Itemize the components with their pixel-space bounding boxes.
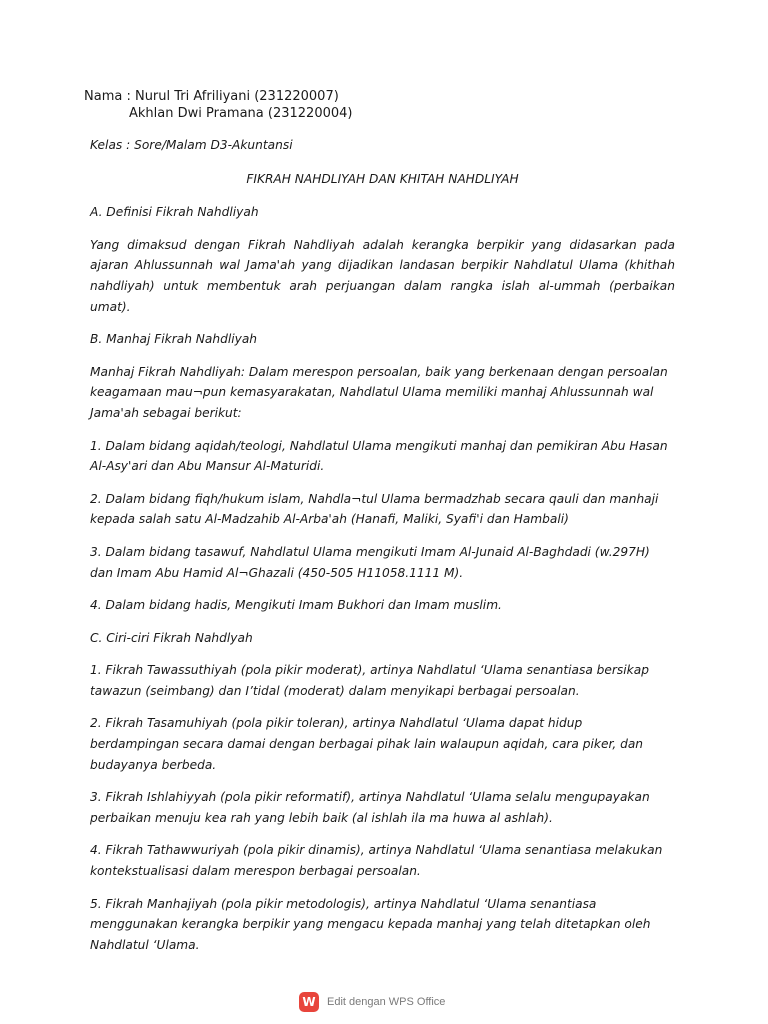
section-b-item-1: 1. Dalam bidang aqidah/teologi, Nahdlatul Ulama mengikuti manhaj dan pemikiran Abu Hasan Al-Asy'ari dan Abu Mansur Al-Maturidi.	[90, 438, 668, 474]
section-c-item-1: 1. Fikrah Tawassuthiyah (pola pikir moderat), artinya Nahdlatul ‘Ulama senantiasa bersikap tawazun (seimbang) dan I’tidal (moderat) dalam menyikapi berbagai persoalan.	[90, 663, 649, 698]
section-c-item-4: 4. Fikrah Tathawwuriyah (pola pikir dinamis), artinya Nahdlatul ‘Ulama senantiasa melakukan kontekstualisasi dalam merespon berbagai persoalan.	[90, 843, 663, 879]
section-b-heading: B. Manhaj Fikrah Nahdliyah	[90, 332, 258, 347]
wps-edit-button[interactable]	[299, 990, 451, 1014]
author-line-2: Akhlan Dwi Pramana (231220004)	[129, 106, 353, 121]
document-body	[90, 135, 675, 967]
wps-office-icon: W	[299, 992, 319, 1012]
section-b-item-2: 2. Dalam bidang fiqh/hukum islam, Nahdla¬tul Ulama bermadzhab secara qauli dan manhaji kepada salah satu Al-Madzahib Al-Arba'ah (Hanafi, Maliki, Syafi'i dan Hambali)	[90, 491, 659, 527]
author-header	[84, 88, 352, 122]
document-title: FIKRAH NAHDLIYAH DAN KHITAH NAHDLIYAH	[246, 171, 519, 186]
section-a-heading: A. Definisi Fikrah Nahdliyah	[90, 205, 259, 220]
section-c-heading: C. Ciri-ciri Fikrah Nahdlyah	[90, 630, 253, 645]
author-line-1: Nama : Nurul Tri Afriliyani (231220007)	[84, 89, 339, 104]
section-b-item-4: 4. Dalam bidang hadis, Mengikuti Imam Bukhori dan Imam muslim.	[90, 598, 502, 613]
section-c-item-3: 3. Fikrah Ishlahiyyah (pola pikir reformatif), artinya Nahdlatul ‘Ulama selalu mengupayakan perbaikan menuju kea rah yang lebih baik (al ishlah ila ma huwa al ashlah).	[90, 790, 650, 825]
section-c-item-5: 5. Fikrah Manhajiyah (pola pikir metodologis), artinya Nahdlatul ‘Ulama senantiasa menggunakan kerangka berpikir yang mengacu kepada manhaj yang telah ditetapkan oleh Nahdlatul ‘Ulama.	[90, 896, 651, 952]
wps-edit-label: Edit dengan WPS Office	[327, 996, 446, 1008]
class-line: Kelas : Sore/Malam D3-Akuntansi	[90, 138, 293, 152]
section-c-item-2: 2. Fikrah Tasamuhiyah (pola pikir toleran), artinya Nahdlatul ‘Ulama dapat hidup berdampingan secara damai dengan berbagai pihak lain walaupun aqidah, cara piker, dan budayanya berbeda.	[90, 716, 644, 772]
section-a-paragraph: Yang dimaksud dengan Fikrah Nahdliyah adalah kerangka berpikir yang didasarkan pada ajaran Ahlussunnah wal Jama'ah yang dijadikan landasan berpikir Nahdlatul Ulama (khithah nahdliyah) untuk membentuk arah perjuangan dalam rangka islah al-ummah (perbaikan umat).	[90, 237, 675, 314]
section-b-intro: Manhaj Fikrah Nahdliyah: Dalam merespon persoalan, baik yang berkenaan dengan persoalan keagamaan mau¬pun kemasyarakatan, Nahdlatul Ulama memiliki manhaj Ahlussunnah wal Jama'ah sebagai berikut:	[90, 364, 668, 420]
section-b-item-3: 3. Dalam bidang tasawuf, Nahdlatul Ulama mengikuti Imam Al-Junaid Al-Baghdadi (w.297H) dan Imam Abu Hamid Al¬Ghazali (450-505 H11058.1111 M).	[90, 544, 650, 580]
